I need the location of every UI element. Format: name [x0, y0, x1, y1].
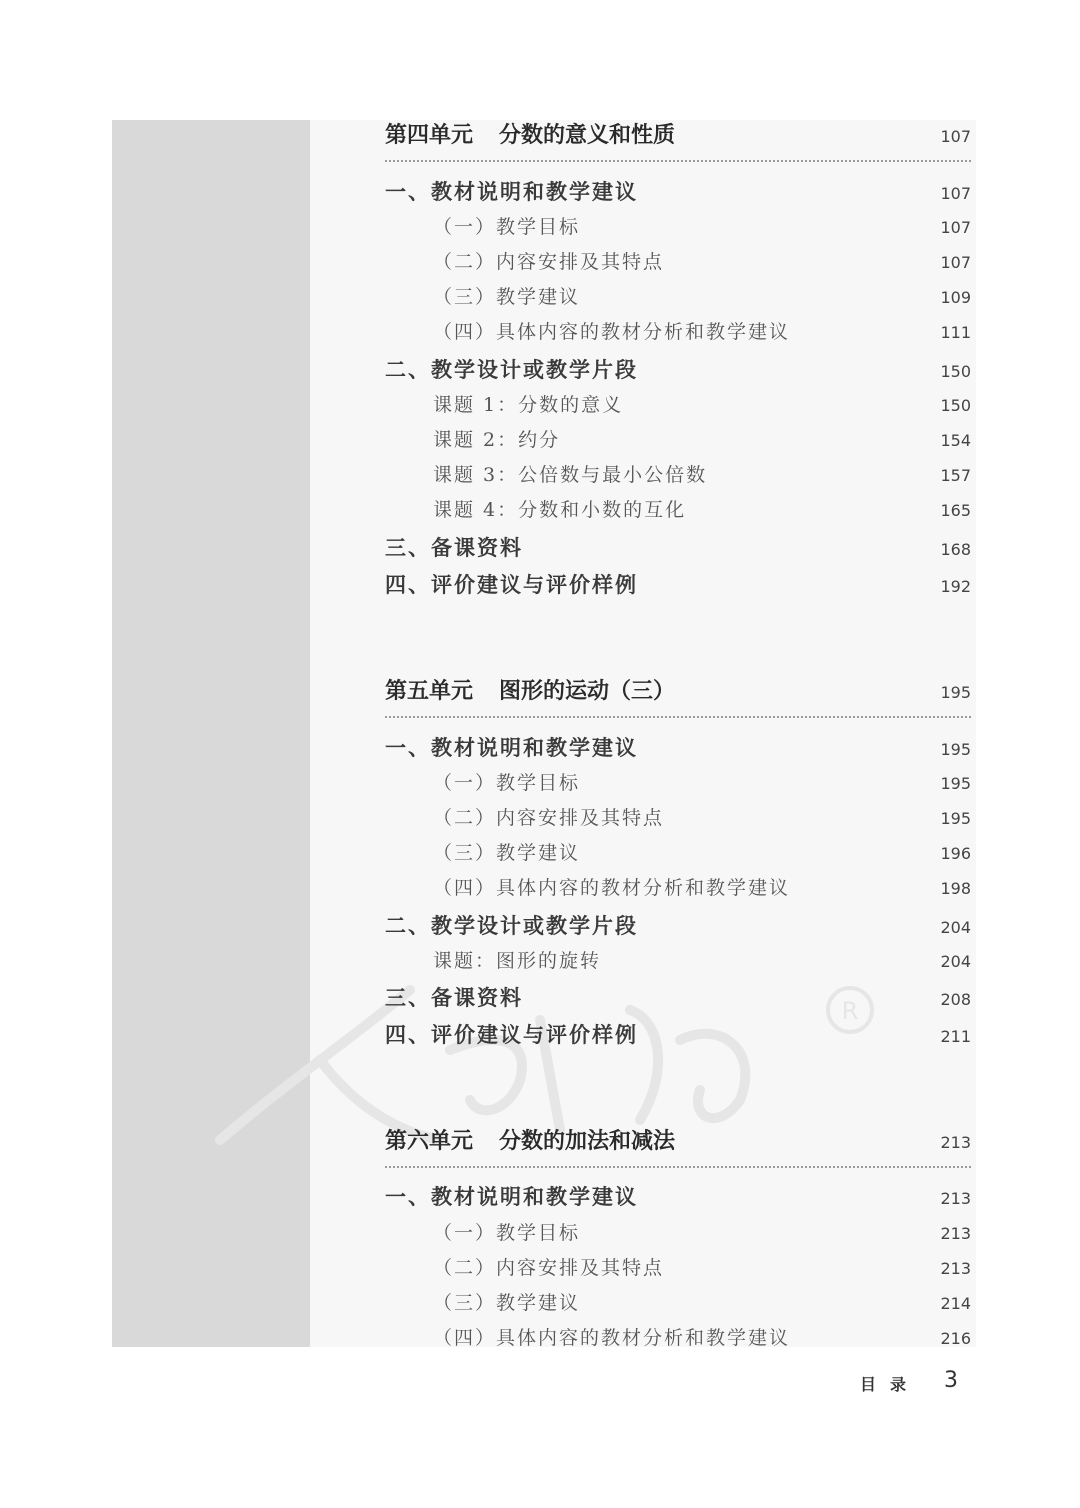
page-number: 107	[940, 184, 971, 203]
toc-entry[interactable]	[385, 873, 971, 900]
page-number: 213	[940, 1259, 971, 1278]
toc-entry[interactable]	[385, 946, 971, 973]
section-title: 一、教材说明和教学建议	[385, 1184, 638, 1209]
page-number: 213	[940, 1133, 971, 1152]
toc-entry[interactable]	[385, 176, 971, 206]
section-title: 三、备课资料	[385, 535, 523, 560]
toc-entry[interactable]	[385, 1019, 971, 1049]
page-number: 157	[940, 466, 971, 485]
toc-entry[interactable]	[385, 532, 971, 562]
page-number: 195	[940, 774, 971, 793]
toc-entry[interactable]	[385, 1323, 971, 1350]
subsection-title: （二）内容安排及其特点	[433, 1257, 665, 1279]
subsection-title: 课题 1：分数的意义	[433, 394, 624, 416]
page-number: 165	[940, 501, 971, 520]
unit-label: 第四单元	[385, 122, 474, 148]
subsection-title: （三）教学建议	[433, 1292, 581, 1314]
toc-entry[interactable]	[385, 569, 971, 599]
toc-entry[interactable]	[385, 390, 971, 417]
dotted-divider	[385, 160, 971, 162]
page-number: 204	[940, 952, 971, 971]
page-number: 150	[940, 362, 971, 381]
page-number: 213	[940, 1189, 971, 1208]
page-number: 107	[940, 127, 971, 146]
dotted-divider	[385, 716, 971, 718]
page-number: 195	[940, 740, 971, 759]
left-margin-panel	[112, 120, 310, 1347]
toc-entry[interactable]	[385, 317, 971, 344]
page-number: 195	[940, 809, 971, 828]
subsection-title: （一）教学目标	[433, 216, 581, 238]
section-title: 一、教材说明和教学建议	[385, 735, 638, 760]
unit-heading[interactable]	[385, 1124, 971, 1155]
page-number: 195	[940, 683, 971, 702]
toc-entry[interactable]	[385, 1181, 971, 1211]
unit-label: 第六单元	[385, 1128, 474, 1154]
subsection-title: （四）具体内容的教材分析和教学建议	[433, 877, 791, 899]
dotted-divider	[385, 1166, 971, 1168]
subsection-title: （四）具体内容的教材分析和教学建议	[433, 321, 791, 343]
unit-name: 分数的意义和性质	[499, 122, 676, 148]
page-number: 198	[940, 879, 971, 898]
toc-entry[interactable]	[385, 982, 971, 1012]
toc-entry[interactable]	[385, 282, 971, 309]
page-number: 150	[940, 396, 971, 415]
toc-entry[interactable]	[385, 425, 971, 452]
unit-heading[interactable]	[385, 118, 971, 149]
page-number: 216	[940, 1329, 971, 1348]
subsection-title: （二）内容安排及其特点	[433, 251, 665, 273]
toc-entry[interactable]	[385, 838, 971, 865]
subsection-title: （二）内容安排及其特点	[433, 807, 665, 829]
toc-entry[interactable]	[385, 803, 971, 830]
subsection-title: （三）教学建议	[433, 286, 581, 308]
page-number: 111	[940, 323, 971, 342]
section-title: 二、教学设计或教学片段	[385, 357, 638, 382]
page-number: 208	[940, 990, 971, 1009]
subsection-title: 课题 3：公倍数与最小公倍数	[433, 464, 708, 486]
unit-heading[interactable]	[385, 674, 971, 705]
toc-entry[interactable]	[385, 732, 971, 762]
svg-text:R: R	[841, 997, 859, 1025]
page-number: 196	[940, 844, 971, 863]
section-title: 三、备课资料	[385, 985, 523, 1010]
page-number: 214	[940, 1294, 971, 1313]
page-number: 154	[940, 431, 971, 450]
page-number: 204	[940, 918, 971, 937]
subsection-title: 课题 4：分数和小数的互化	[433, 499, 687, 521]
subsection-title: （四）具体内容的教材分析和教学建议	[433, 1327, 791, 1349]
toc-entry[interactable]	[385, 354, 971, 384]
page-number: 213	[940, 1224, 971, 1243]
toc-entry[interactable]	[385, 247, 971, 274]
toc-entry[interactable]	[385, 460, 971, 487]
page-number: 168	[940, 540, 971, 559]
subsection-title: 课题 2：约分	[433, 429, 561, 451]
toc-entry[interactable]	[385, 1288, 971, 1315]
footer-label: 目录	[860, 1375, 921, 1394]
page-number: 107	[940, 218, 971, 237]
unit-name: 图形的运动（三）	[499, 678, 676, 704]
section-title: 一、教材说明和教学建议	[385, 179, 638, 204]
toc-entry[interactable]	[385, 495, 971, 522]
toc-entry[interactable]	[385, 768, 971, 795]
subsection-title: （三）教学建议	[433, 842, 581, 864]
section-title: 四、评价建议与评价样例	[385, 1022, 638, 1047]
toc-entry[interactable]	[385, 1253, 971, 1280]
toc-entry[interactable]	[385, 212, 971, 239]
page-number: 192	[940, 577, 971, 596]
toc-entry[interactable]	[385, 910, 971, 940]
unit-name: 分数的加法和减法	[499, 1128, 676, 1154]
page-number: 109	[940, 288, 971, 307]
toc-entry[interactable]	[385, 1218, 971, 1245]
footer-page-number: 3	[944, 1368, 958, 1393]
section-title: 四、评价建议与评价样例	[385, 572, 638, 597]
section-title: 二、教学设计或教学片段	[385, 913, 638, 938]
subsection-title: 课题：图形的旋转	[433, 950, 602, 972]
subsection-title: （一）教学目标	[433, 1222, 581, 1244]
page-number: 107	[940, 253, 971, 272]
unit-label: 第五单元	[385, 678, 474, 704]
subsection-title: （一）教学目标	[433, 772, 581, 794]
page-number: 211	[940, 1027, 971, 1046]
